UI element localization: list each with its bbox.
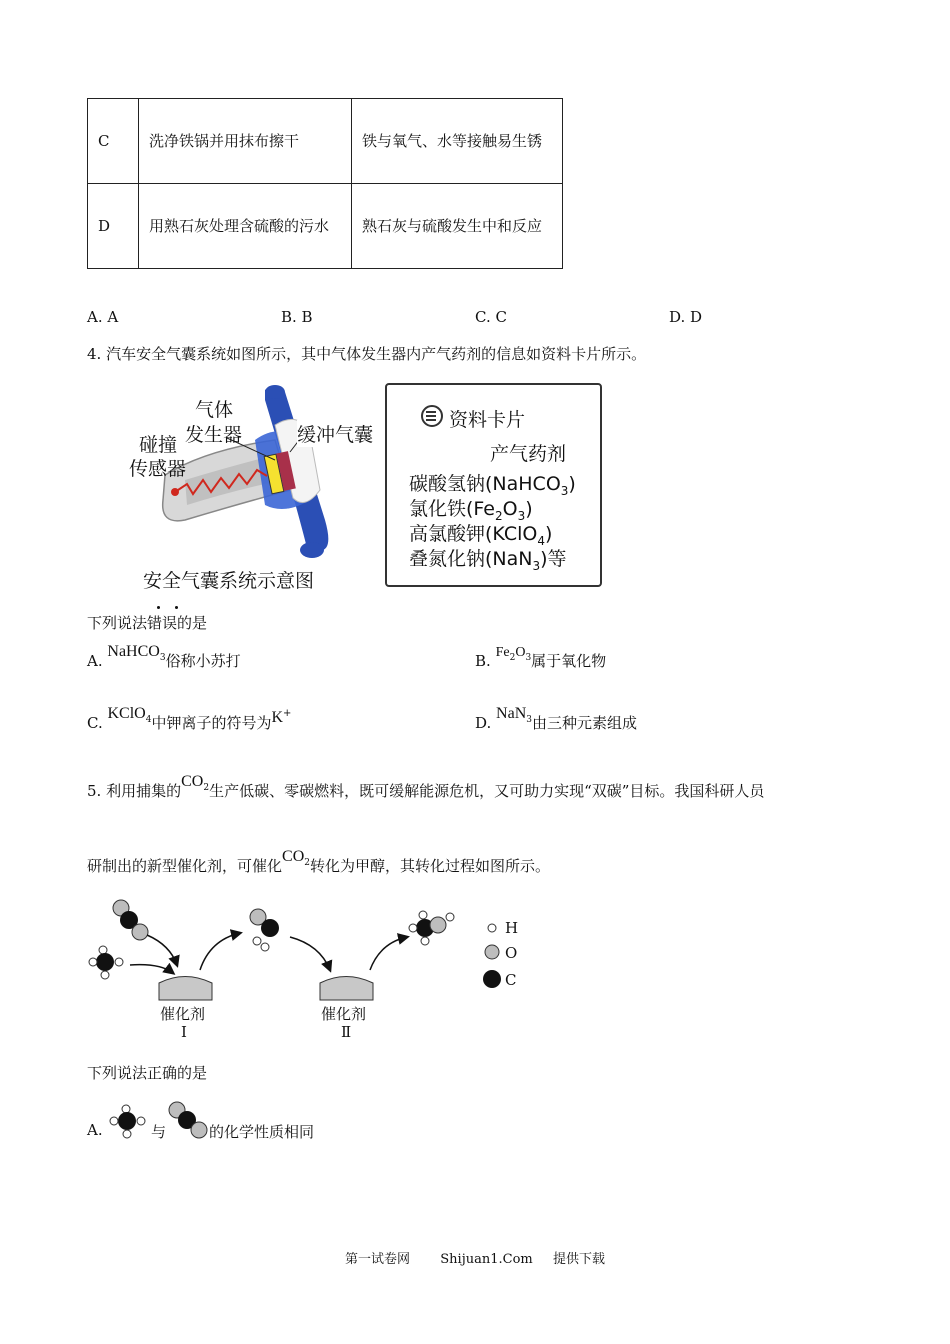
catalyst-2-number: Ⅱ: [341, 1023, 352, 1041]
q5-stem-line-1: 5. 利用捕集的$CO^2$生产低碳、零碳燃料，既可缓解能源危机，又可助力实现“双碳”目标。我国科研人员: [87, 773, 765, 800]
card-heading: 产气药剂: [490, 443, 567, 465]
footer-mid[interactable]: Shijuan1.Com: [440, 1252, 533, 1267]
data-card: [385, 383, 602, 587]
q5-stem-line-2: 研制出的新型催化剂，可催化$CO^2$转化为甲醇，其转化过程如图所示。: [87, 848, 550, 875]
table-reason-cell: 铁与氧气、水等接触易生锈: [352, 99, 563, 184]
emphasis-dot: [157, 606, 160, 609]
card-line-4: 叠氮化钠(NaN$_3$)等: [409, 548, 567, 573]
q5-question: 下列说法正确的是: [87, 1064, 208, 1082]
q4-option-d[interactable]: D. NaN$^3$由三种元素组成: [475, 705, 638, 732]
table-row: [88, 99, 563, 184]
diagram-caption: 安全气囊系统示意图: [143, 570, 315, 592]
q3-option-d[interactable]: D. D: [669, 308, 703, 326]
card-line-2: 氯化铁$(Fe_2O_3)$: [409, 498, 533, 523]
q4-option-a[interactable]: A. NaHCO$^3$俗称小苏打: [87, 643, 241, 670]
q4-option-b[interactable]: B. $Fe^2O^3$属于氧化物: [475, 645, 607, 670]
card-line-3: 高氯酸钾(KClO$_4$): [409, 523, 553, 548]
label-sensor-2: 传感器: [129, 458, 187, 480]
table-practice-cell: 洗净铁锅并用抹布擦干: [139, 99, 352, 184]
table-reason-cell: 熟石灰与硫酸发生中和反应: [352, 184, 563, 269]
legend-carbon-marker: [483, 970, 501, 988]
page-footer: [0, 1248, 950, 1267]
legend-c-label: C: [505, 971, 517, 989]
card-title: 资料卡片: [449, 409, 526, 431]
reaction-diagram: [85, 895, 535, 1045]
options-table: [87, 98, 563, 269]
catalyst-1-label: 催化剂: [160, 1005, 206, 1023]
label-sensor-1: 碰撞: [139, 434, 178, 456]
q4-stem: 4. 汽车安全气囊系统如图所示，其中气体发生器内产气药剂的信息如资料卡片所示。: [87, 345, 647, 363]
table-option-cell: C: [88, 99, 139, 184]
footer-left: 第一试卷网: [344, 1252, 410, 1267]
q4-question: 下列说法错误的是: [87, 614, 208, 632]
label-cushion: 缓冲气囊: [297, 420, 373, 447]
airbag-illustration: [125, 380, 385, 595]
q4-option-c[interactable]: C. KClO$^4$中钾离子的符号为K+: [87, 705, 292, 732]
legend-hydrogen-marker: [488, 924, 496, 932]
q3-option-a[interactable]: A. A: [87, 308, 119, 326]
table-practice-cell: 用熟石灰处理含硫酸的污水: [139, 184, 352, 269]
footer-right: 提供下载: [553, 1252, 606, 1267]
q5-option-a-text: 的化学性质相同: [209, 1123, 315, 1141]
label-generator-1: 气体: [195, 399, 234, 421]
catalyst-2-label: 催化剂: [321, 1005, 367, 1023]
table-row: [88, 184, 563, 269]
label-generator-2: 发生器: [185, 424, 243, 446]
legend-oxygen-marker: [485, 945, 499, 959]
q5-option-a-mid: 与: [151, 1123, 167, 1141]
card-line-1: 碳酸氢钠(NaHCO$_3$): [409, 473, 576, 498]
q3-option-c[interactable]: C. C: [475, 308, 507, 326]
airbag-diagram: [125, 380, 385, 595]
q3-option-b[interactable]: B. B: [281, 308, 313, 326]
table-option-cell: D: [88, 184, 139, 269]
reaction-illustration: [85, 895, 535, 1045]
legend-h-label: H: [505, 919, 519, 937]
catalyst-1-number: Ⅰ: [181, 1023, 187, 1041]
document-icon: [421, 405, 443, 427]
emphasis-dot: [175, 606, 178, 609]
q5-option-a-label[interactable]: A.: [87, 1121, 103, 1139]
legend-o-label: O: [505, 944, 518, 962]
